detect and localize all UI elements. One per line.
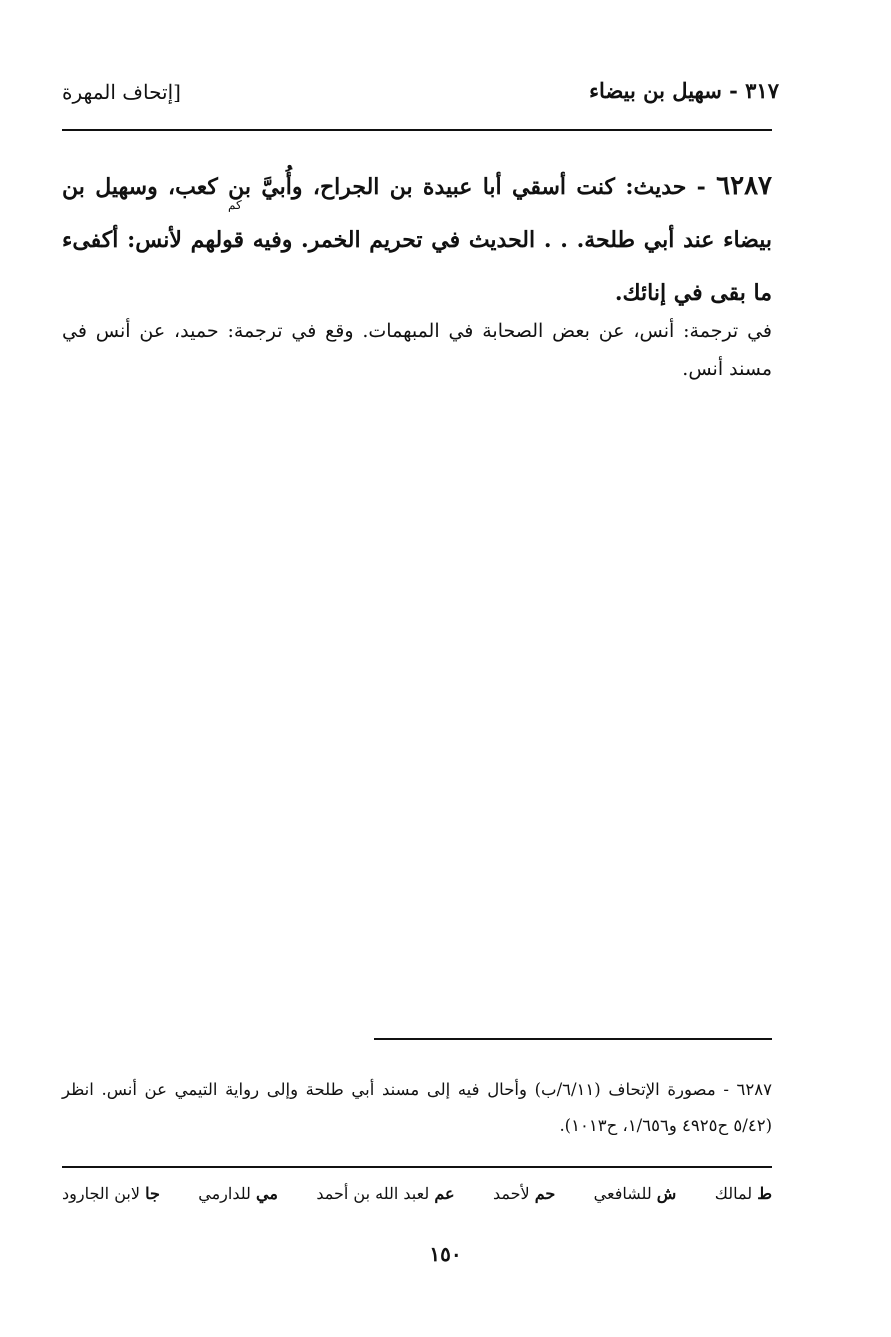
abbreviation-item: مي للدارمي [198,1184,278,1203]
abbreviation-item: حم لأحمد [492,1184,556,1203]
header-rule [62,129,772,131]
footnote: ٦٢٨٧ - مصورة الإتحاف (٦/١١/ب) وأحال فيه إلى مسند أبي طلحة وإلى رواية التيمي عن أنس. انظر (٥/٤٢ ح٤٩٢٥ و١/٦٥٦، ح١٠١٣). [62,1080,772,1135]
running-head-section-title: ٣١٧ - سهيل بن بيضاء [589,78,779,103]
hadith-text: - حديث: كنت أسقي أبا عبيدة بن الجراح، وأُبيَّ بن كعب، وسهيل بن بيضاء عند أبي طلحة. . . الحديث في تحريم الخمر. وفيه قولهم لأنس: أكفىء ما بقى في إنائك. [62,174,772,306]
abbreviation-item: عم لعبد الله بن أحمد [316,1184,455,1203]
abbreviations-legend [62,1184,772,1203]
hadith-source-mark: كم [228,198,242,212]
abbreviation-item: ش للشافعي [593,1184,677,1203]
hadith-note: في ترجمة: أنس، عن بعض الصحابة في المبهمات. وقع في ترجمة: حميد، عن أنس في مسند أنس. [62,320,772,380]
hadith-number: ٦٢٨٧ [716,171,772,201]
page-number: ١٥٠ [429,1242,462,1266]
footnote-rule [374,1038,772,1040]
abbreviations-rule [62,1166,772,1168]
abbreviation-item: جا لابن الجارود [62,1184,160,1203]
running-head-book-title: [إتحاف المهرة [62,80,181,104]
abbreviation-item: ط لمالك [714,1184,772,1203]
hadith-entry [62,160,772,320]
